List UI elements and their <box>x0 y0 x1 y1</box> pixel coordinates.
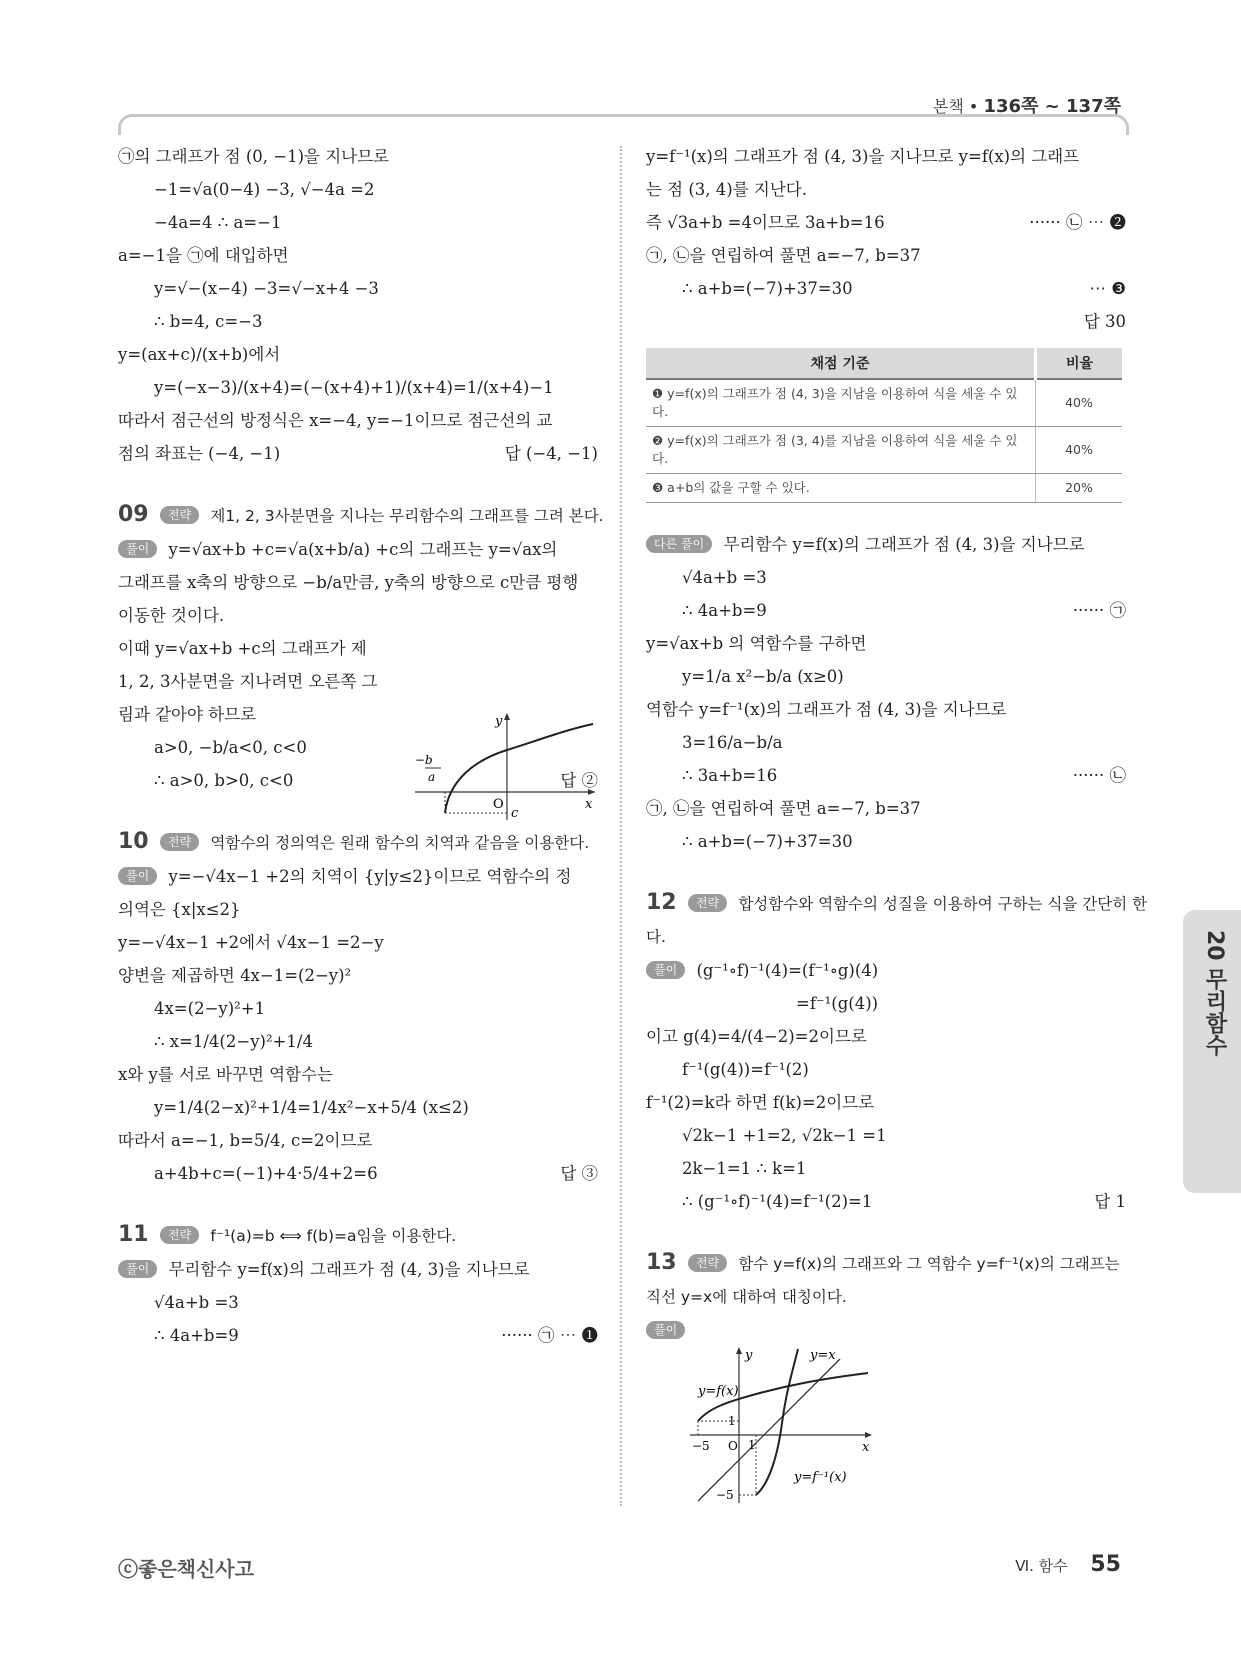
equation-marker: ······ ㉠ <box>1072 601 1126 620</box>
text-span: 무리함수 y=f(x)의 그래프가 점 (4, 3)을 지나므로 <box>168 1260 530 1279</box>
text-line: 역함수 y=f⁻¹(x)의 그래프가 점 (4, 3)을 지나므로 <box>646 700 1007 719</box>
answer-10: 답 ③ <box>560 1164 598 1183</box>
text-span: (g⁻¹∘f)⁻¹(4)=(f⁻¹∘g)(4) <box>696 961 879 980</box>
strategy-tag: 전략 <box>688 1254 727 1272</box>
table-header: 채점 기준 <box>646 348 1036 379</box>
text-line: y=√ax+b 의 역함수를 구하면 <box>646 634 867 653</box>
text-line <box>646 272 1126 305</box>
column-divider <box>620 146 622 1506</box>
text-line <box>646 954 1126 987</box>
strategy-text: 다. <box>646 928 666 946</box>
curve-f-inverse-label: y=f⁻¹(x) <box>794 1470 847 1485</box>
text-line: 이동한 것이다. <box>118 606 225 625</box>
origin-label: O <box>728 1439 738 1453</box>
strategy-text: 합성함수와 역함수의 성질을 이용하여 구하는 식을 간단히 한 <box>738 895 1148 913</box>
text-line <box>118 1157 598 1190</box>
equation-marker: ⋯ ❸ <box>1089 279 1126 298</box>
text-line <box>118 860 598 893</box>
header-pages: 136쪽 ~ 137쪽 <box>983 96 1121 117</box>
text-line <box>118 437 598 470</box>
tick-label-minus5-y: −5 <box>716 1488 734 1502</box>
text-line: 는 점 (3, 4)를 지난다. <box>646 180 807 199</box>
table-row <box>646 474 1122 503</box>
solution-tag: 풀이 <box>118 867 157 885</box>
table-cell: 40% <box>1036 379 1123 427</box>
solution-tag: 풀이 <box>118 1260 157 1278</box>
text-line: 2k−1=1 ∴ k=1 <box>682 1159 807 1178</box>
y-axis-arrow <box>736 1347 742 1354</box>
text-line <box>646 594 1126 627</box>
answer-12: 답 1 <box>1094 1192 1126 1211</box>
text-line <box>646 528 1126 561</box>
text-line: y=√−(x−4) −3=√−x+4 −3 <box>154 279 379 298</box>
strategy-tag: 전략 <box>160 506 199 524</box>
answer-09: 답 ② <box>560 771 598 790</box>
problem-number: 10 <box>118 829 149 854</box>
page-footer <box>1015 1552 1121 1577</box>
text-line: −1=√a(0−4) −3, √−4a =2 <box>154 180 375 199</box>
text-line: ㉠의 그래프가 점 (0, −1)을 지나므로 <box>118 147 389 166</box>
text-line: 의역은 {x|x≤2} <box>118 900 241 919</box>
problem-13-graph <box>690 1343 880 1503</box>
text-span: 즉 √3a+b =4이므로 3a+b=16 <box>646 213 885 232</box>
equation-marker: ······ ㉡ <box>1072 766 1126 785</box>
table-header: 비율 <box>1036 348 1123 379</box>
x-axis-arrow <box>865 1432 872 1438</box>
text-span: ∴ a>0, b>0, c<0 <box>154 771 294 790</box>
minus-b-label: −b <box>415 753 433 767</box>
chapter-side-label: 20 무리함수 <box>1202 930 1227 1057</box>
text-line: f⁻¹(2)=k라 하면 f(k)=2이므로 <box>646 1093 875 1112</box>
strategy-text: f⁻¹(a)=b ⟺ f(b)=a임을 이용한다. <box>210 1227 457 1245</box>
text-span: ∴ 4a+b=9 <box>682 601 767 620</box>
alt-solution-tag: 다른 풀이 <box>646 535 712 553</box>
right-column-lower <box>646 528 1148 1347</box>
text-line: ∴ x=1/4(2−y)²+1/4 <box>154 1032 313 1051</box>
text-span: 무리함수 y=f(x)의 그래프가 점 (4, 3)을 지나므로 <box>723 535 1085 554</box>
problem-13-heading <box>646 1246 1126 1281</box>
page-header: 본책 • 136쪽 ~ 137쪽 <box>932 96 1121 117</box>
problem-10-heading <box>118 825 598 860</box>
problem-number: 11 <box>118 1222 149 1247</box>
text-line: y=1/4(2−x)²+1/4=1/4x²−x+5/4 (x≤2) <box>154 1098 469 1117</box>
text-line: =f⁻¹(g(4)) <box>796 994 879 1013</box>
problem-12-heading <box>646 886 1148 921</box>
text-line: 4x=(2−y)²+1 <box>154 999 266 1018</box>
equation-marker: ······ ㉠ ⋯ ❶ <box>501 1326 598 1345</box>
axis-label-y: y <box>495 714 503 729</box>
strategy-tag: 전략 <box>160 1226 199 1244</box>
text-span: y=√ax+b +c=√a(x+b/a) +c의 그래프는 y=√ax의 <box>168 540 558 559</box>
equation-marker: ······ ㉡ ⋯ ❷ <box>1029 213 1126 232</box>
publisher-logo: ⓒ좋은책신사고 <box>118 1557 254 1581</box>
table-row <box>646 427 1122 474</box>
problem-09-heading <box>118 498 604 533</box>
page-number: 55 <box>1090 1552 1121 1577</box>
text-line: ㉠, ㉡을 연립하여 풀면 a=−7, b=37 <box>646 799 921 818</box>
curve-f-label: y=f(x) <box>698 1384 739 1399</box>
strategy-text: 함수 y=f(x)의 그래프와 그 역함수 y=f⁻¹(x)의 그래프는 <box>738 1255 1120 1273</box>
header-book-ref: 본책 <box>932 97 964 116</box>
axis-label-y: y <box>745 1348 753 1363</box>
text-line: √4a+b =3 <box>154 1293 239 1312</box>
problem-09-graph <box>415 710 600 820</box>
right-column <box>646 140 1126 338</box>
solution-tag: 풀이 <box>118 540 157 558</box>
problem-number: 09 <box>118 502 149 527</box>
text-line: 이때 y=√ax+b +c의 그래프가 제 <box>118 639 367 658</box>
tick-label-1-x: 1 <box>748 1438 756 1452</box>
table-cell: 40% <box>1036 427 1123 474</box>
solution-tag: 풀이 <box>646 961 685 979</box>
text-line: y=(−x−3)/(x+4)=(−(x+4)+1)/(x+4)=1/(x+4)−1 <box>154 378 554 397</box>
text-line: 림과 같아야 하므로 <box>118 705 257 724</box>
text-line: y=1/a x²−b/a (x≥0) <box>682 667 844 686</box>
text-line: 따라서 점근선의 방정식은 x=−4, y=−1이므로 점근선의 교 <box>118 411 553 430</box>
text-line: a>0, −b/a<0, c<0 <box>154 738 307 757</box>
text-span: ∴ a+b=(−7)+37=30 <box>682 279 853 298</box>
text-line: f⁻¹(g(4))=f⁻¹(2) <box>682 1060 809 1079</box>
text-span: y=−√4x−1 +2의 치역이 {y|y≤2}이므로 역함수의 정 <box>168 867 572 886</box>
text-line: √4a+b =3 <box>682 568 767 587</box>
table-cell: ❷ y=f(x)의 그래프가 점 (3, 4)를 지남을 이용하여 식을 세울 수 있다. <box>646 427 1036 474</box>
text-line: ∴ b=4, c=−3 <box>154 312 263 331</box>
x-axis-arrow <box>588 789 595 795</box>
text-line <box>646 759 1126 792</box>
strategy-tag: 전략 <box>160 833 199 851</box>
table-row <box>646 379 1122 427</box>
text-line: a=−1을 ㉠에 대입하면 <box>118 246 289 265</box>
problem-number: 12 <box>646 890 677 915</box>
text-line: 1, 2, 3사분면을 지나려면 오른쪽 그 <box>118 672 378 691</box>
text-line: y=−√4x−1 +2에서 √4x−1 =2−y <box>118 933 384 952</box>
curve <box>445 724 593 813</box>
text-span: ∴ 4a+b=9 <box>154 1326 239 1345</box>
text-line <box>646 1185 1126 1218</box>
text-line <box>118 1319 598 1352</box>
text-span: ∴ 3a+b=16 <box>682 766 778 785</box>
origin-label: O <box>493 797 504 812</box>
strategy-text: 제1, 2, 3사분면을 지나는 무리함수의 그래프를 그려 본다. <box>210 507 604 525</box>
axis-label-x: x <box>585 797 593 812</box>
text-line <box>646 206 1126 239</box>
problem-11-heading <box>118 1218 598 1253</box>
answer-08: 답 (−4, −1) <box>504 444 598 463</box>
text-line <box>118 1253 598 1286</box>
scoring-table <box>646 348 1122 503</box>
solution-tag: 풀이 <box>646 1321 685 1339</box>
top-frame-line <box>118 114 1129 135</box>
a-label: a <box>428 770 436 784</box>
strategy-text: 직선 y=x에 대하여 대칭이다. <box>646 1288 847 1306</box>
text-line: 그래프를 x축의 방향으로 −b/a만큼, y축의 방향으로 c만큼 평행 <box>118 573 579 592</box>
line-label: y=x <box>810 1348 836 1363</box>
text-line: √2k−1 +1=2, √2k−1 =1 <box>682 1126 887 1145</box>
answer-11: 답 30 <box>1083 312 1126 331</box>
section-label: Ⅵ. 함수 <box>1015 1557 1068 1575</box>
table-cell: ❶ y=f(x)의 그래프가 점 (4, 3)을 지남을 이용하여 식을 세울 수 있다. <box>646 379 1036 427</box>
tick-label-minus5-x: −5 <box>692 1439 710 1453</box>
c-label: c <box>511 806 519 820</box>
table-cell: ❸ a+b의 값을 구할 수 있다. <box>646 474 1036 503</box>
text-line: −4a=4 ∴ a=−1 <box>154 213 282 232</box>
text-line: 이고 g(4)=4/(4−2)=2이므로 <box>646 1027 867 1046</box>
text-line: 3=16/a−b/a <box>682 733 783 752</box>
text-line: x와 y를 서로 바꾸면 역함수는 <box>118 1065 333 1084</box>
text-line: ㉠, ㉡을 연립하여 풀면 a=−7, b=37 <box>646 246 921 265</box>
text-span: ∴ (g⁻¹∘f)⁻¹(4)=f⁻¹(2)=1 <box>682 1192 873 1211</box>
text-line: 양변을 제곱하면 4x−1=(2−y)² <box>118 966 352 985</box>
tick-label-1: 1 <box>728 1414 736 1428</box>
text-line: y=(ax+c)/(x+b)에서 <box>118 345 281 364</box>
strategy-text: 역함수의 정의역은 원래 함수의 치역과 같음을 이용한다. <box>210 834 590 852</box>
text-span: 점의 좌표는 (−4, −1) <box>118 444 281 463</box>
table-cell: 20% <box>1036 474 1123 503</box>
text-line: y=f⁻¹(x)의 그래프가 점 (4, 3)을 지나므로 y=f(x)의 그래프 <box>646 147 1080 166</box>
axis-label-x: x <box>862 1440 870 1455</box>
text-span: a+4b+c=(−1)+4·5/4+2=6 <box>154 1164 378 1183</box>
y-axis-arrow <box>504 713 510 720</box>
text-line: 따라서 a=−1, b=5/4, c=2이므로 <box>118 1131 373 1150</box>
text-line <box>118 533 598 566</box>
text-line: ∴ a+b=(−7)+37=30 <box>682 832 853 851</box>
strategy-tag: 전략 <box>688 894 727 912</box>
problem-number: 13 <box>646 1250 677 1275</box>
